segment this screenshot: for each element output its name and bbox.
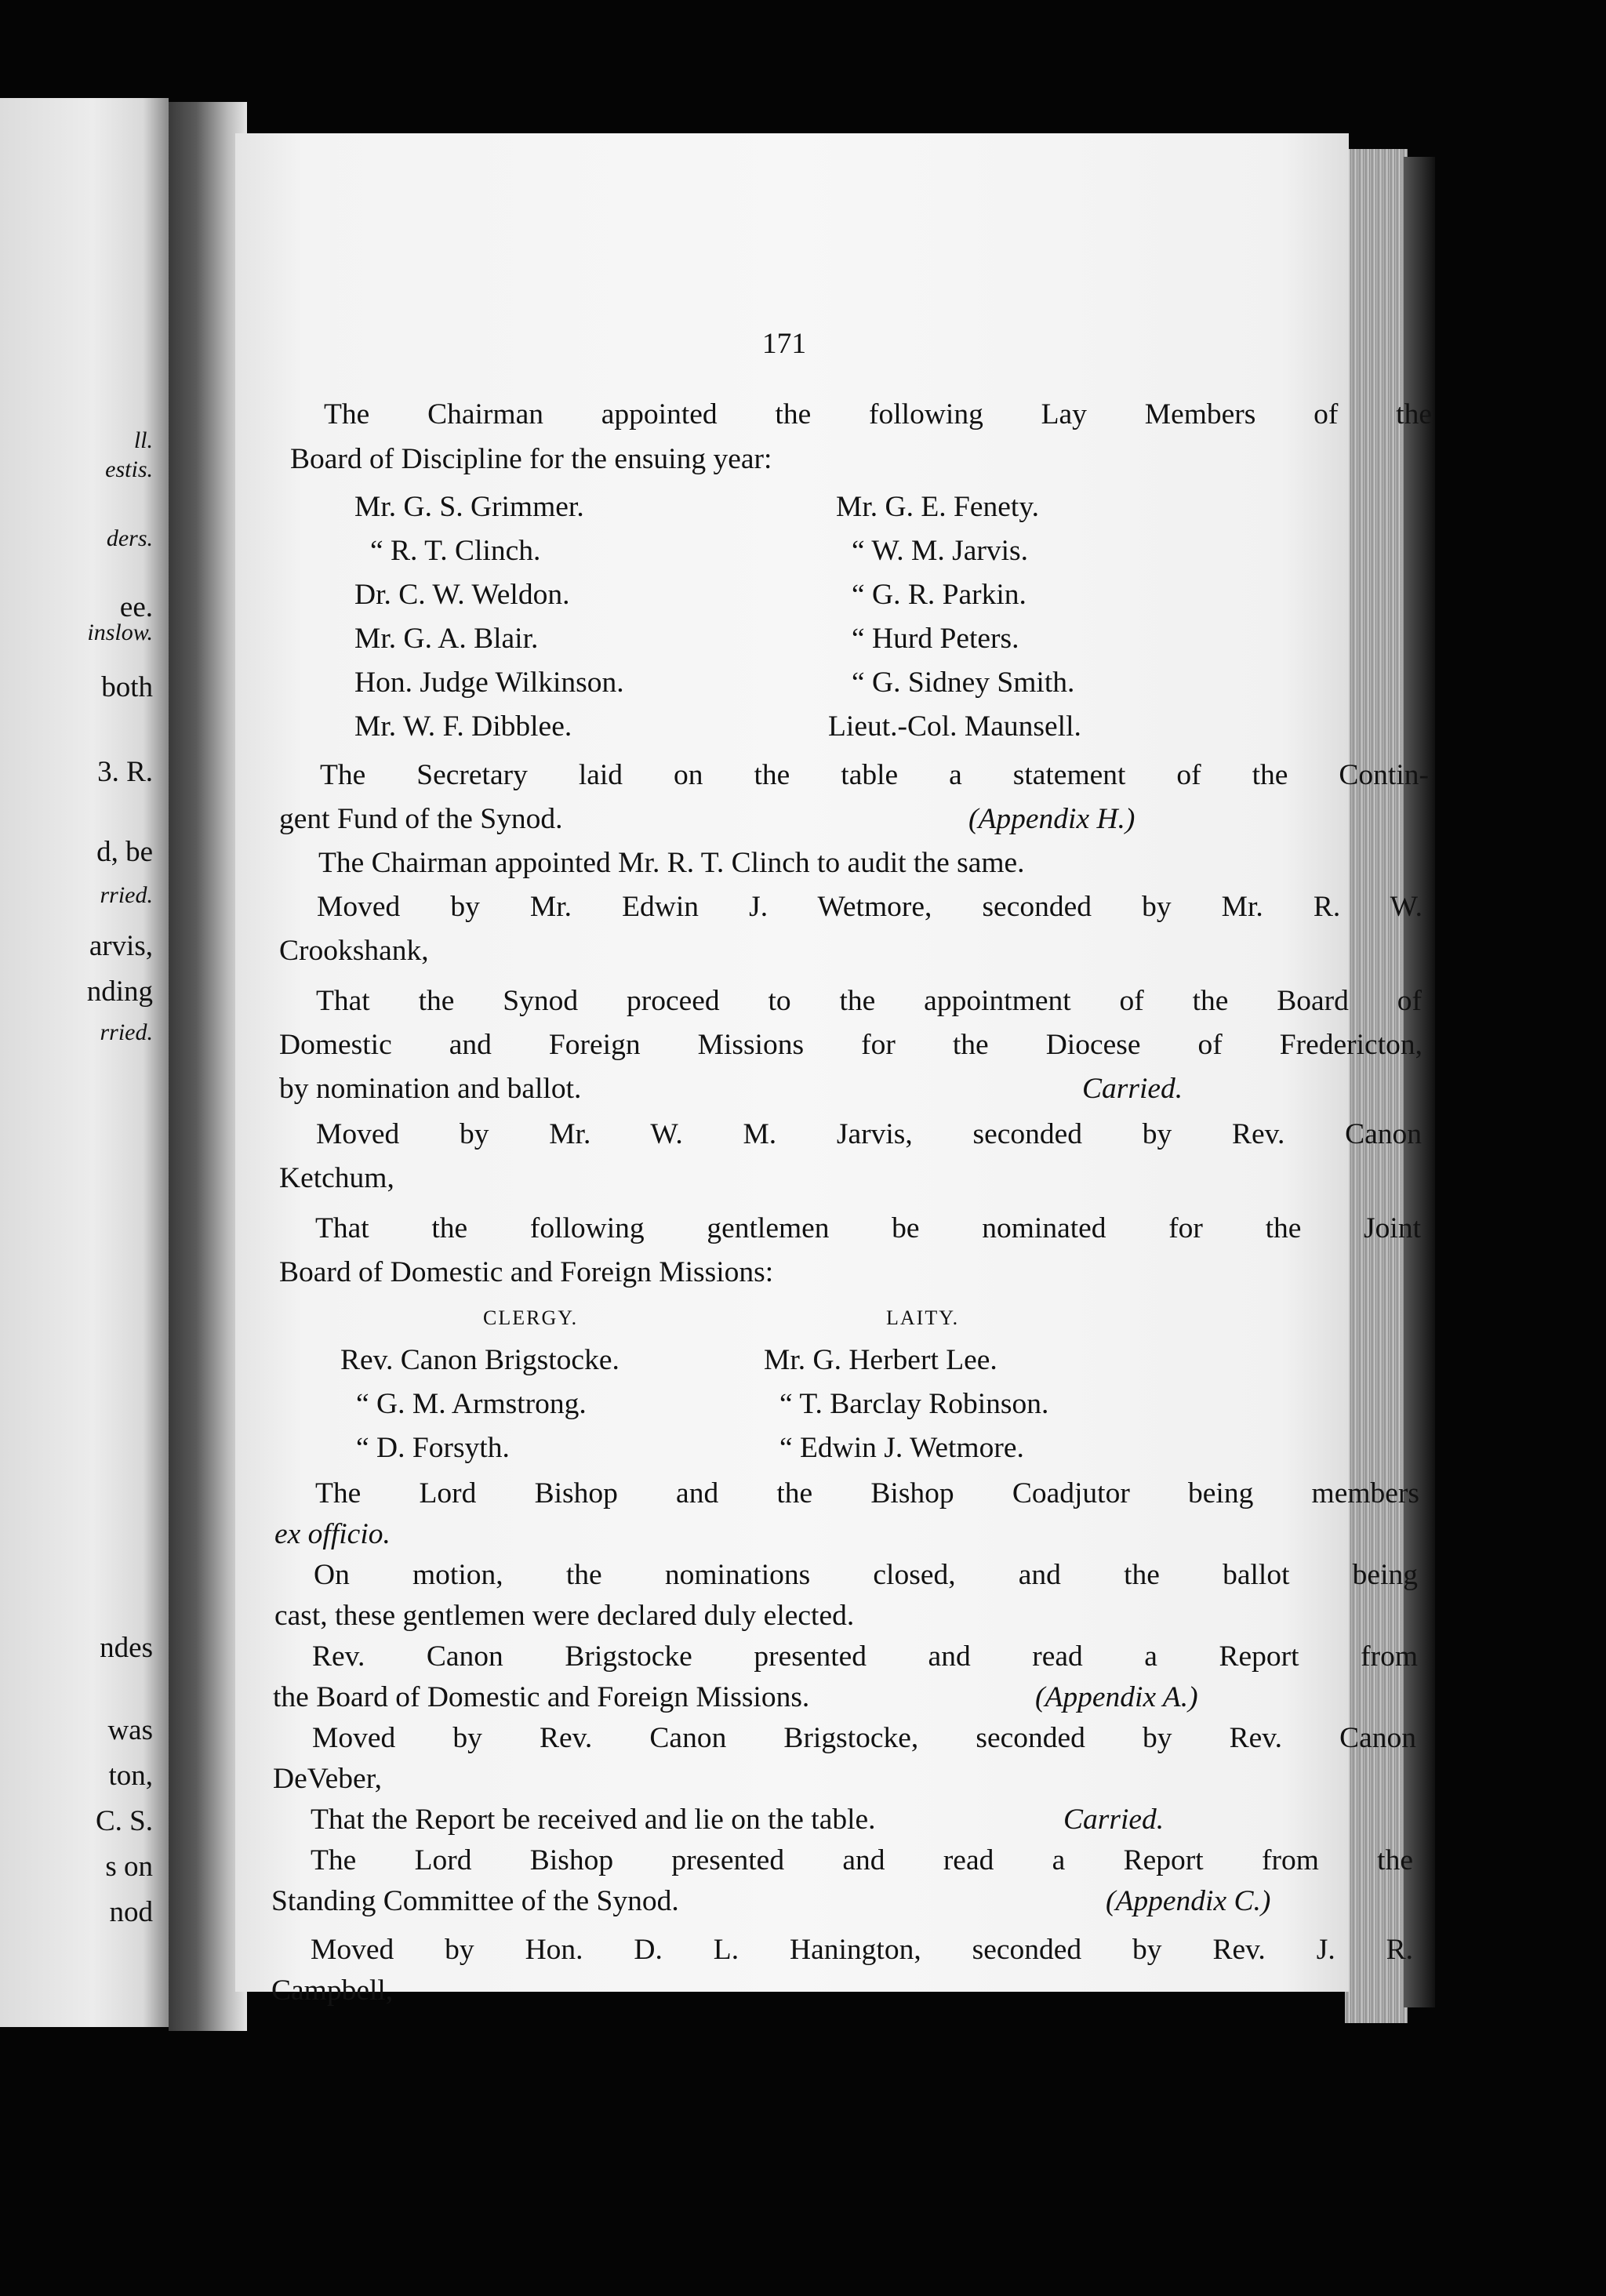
left-fragment: inslow. [87,619,153,645]
left-fragment: nod [109,1896,153,1928]
appendix-reference: (Appendix H.) [968,803,1135,835]
paragraph-line: Crookshank, [279,935,429,967]
paragraph-line: On motion, the nominations closed, and the ballot being [314,1559,1418,1591]
paragraph-line: That the following gentlemen be nominated for the Joint [315,1212,1421,1244]
laity-name: “ Edwin J. Wetmore. [779,1432,1024,1464]
laity-name: “ T. Barclay Robinson. [779,1388,1049,1420]
paragraph-line: Moved by Hon. D. L. Hanington, seconded by Rev. J. R. [311,1934,1413,1966]
member-name: “ R. T. Clinch. [370,535,541,567]
paragraph-line: The Chairman appointed Mr. R. T. Clinch to audit the same. [318,847,1025,879]
clergy-name: “ D. Forsyth. [356,1432,510,1464]
left-fragment: d, be [96,836,153,868]
left-fragment: 3. R. [97,756,153,788]
left-fragment: ders. [106,525,153,551]
member-name: Mr. G. S. Grimmer. [354,491,584,523]
paragraph-line: Rev. Canon Brigstocke presented and read a Report from [312,1640,1418,1673]
member-name: “ G. Sidney Smith. [852,667,1075,699]
paragraph-line: Board of Domestic and Foreign Missions: [279,1256,774,1288]
paragraph-line: gent Fund of the Synod. [279,803,563,835]
laity-name: Mr. G. Herbert Lee. [764,1344,997,1376]
paragraph-line: The Chairman appointed the following Lay Members of the [324,398,1432,430]
paragraph-line: The Lord Bishop presented and read a Report from the [311,1844,1413,1876]
paragraph-line: Standing Committee of the Synod. [271,1885,679,1917]
paragraph-line: Board of Discipline for the ensuing year: [290,443,772,475]
left-fragment: rried. [100,1019,153,1045]
left-fragment: nding [86,975,153,1008]
paragraph-line: That the Synod proceed to the appointment of the Board of [316,985,1422,1017]
laity-header: LAITY. [886,1306,960,1329]
left-fragment: both [101,671,153,703]
paragraph-line: Moved by Mr. W. M. Jarvis, seconded by Rev. Canon [316,1118,1422,1150]
left-fragment: s on [105,1851,153,1883]
left-fragment: estis. [105,456,153,482]
appendix-reference: (Appendix C.) [1106,1885,1271,1917]
member-name: Mr. W. F. Dibblee. [354,710,572,743]
paragraph-line: The Lord Bishop and the Bishop Coadjutor being members [315,1477,1419,1509]
paragraph-line: cast, these gentlemen were declared duly elected. [274,1600,855,1632]
left-fragment: ton, [108,1760,153,1792]
book-page [235,133,1432,2007]
paragraph-line: by nomination and ballot. [279,1073,582,1105]
member-name: Dr. C. W. Weldon. [354,579,570,611]
left-fragment: ndes [100,1632,153,1664]
clergy-header: CLERGY. [483,1306,579,1329]
paragraph-line: That the Report be received and lie on the table. [311,1804,876,1836]
left-fragment: was [107,1714,153,1746]
paragraph-line: The Secretary laid on the table a statement of the Contin- [320,759,1429,791]
paragraph-line: ex officio. [274,1518,391,1550]
left-fragment: rried. [100,882,153,908]
paragraph-line: the Board of Domestic and Foreign Missions. [273,1681,810,1713]
left-facing-page [0,98,169,2027]
member-name: “ G. R. Parkin. [852,579,1026,611]
member-name: “ Hurd Peters. [852,623,1019,655]
left-fragment: ll. [133,427,153,453]
member-name: Hon. Judge Wilkinson. [354,667,624,699]
member-name: Lieut.-Col. Maunsell. [828,710,1081,743]
paragraph-line: Moved by Mr. Edwin J. Wetmore, seconded by Mr. R. W. [317,891,1423,923]
member-name: Mr. G. E. Fenety. [836,491,1040,523]
clergy-name: “ G. M. Armstrong. [356,1388,587,1420]
carried-note: Carried. [1063,1804,1165,1836]
paragraph-line: Campbell, [271,1974,394,2007]
left-fragment: ee. [119,591,153,623]
page-number: 171 [761,328,807,360]
clergy-name: Rev. Canon Brigstocke. [340,1344,620,1376]
carried-note: Carried. [1082,1073,1183,1105]
member-name: Mr. G. A. Blair. [354,623,539,655]
member-name: “ W. M. Jarvis. [852,535,1028,567]
paragraph-line: Moved by Rev. Canon Brigstocke, seconded by Rev. Canon [312,1722,1416,1754]
left-fragment: C. S. [95,1805,153,1837]
paragraph-line: DeVeber, [273,1763,383,1795]
paragraph-line: Ketchum, [279,1162,394,1194]
left-fragment: arvis, [89,930,153,962]
appendix-reference: (Appendix A.) [1035,1681,1198,1713]
paragraph-line: Domestic and Foreign Missions for the Diocese of Fredericton, [279,1029,1423,1061]
